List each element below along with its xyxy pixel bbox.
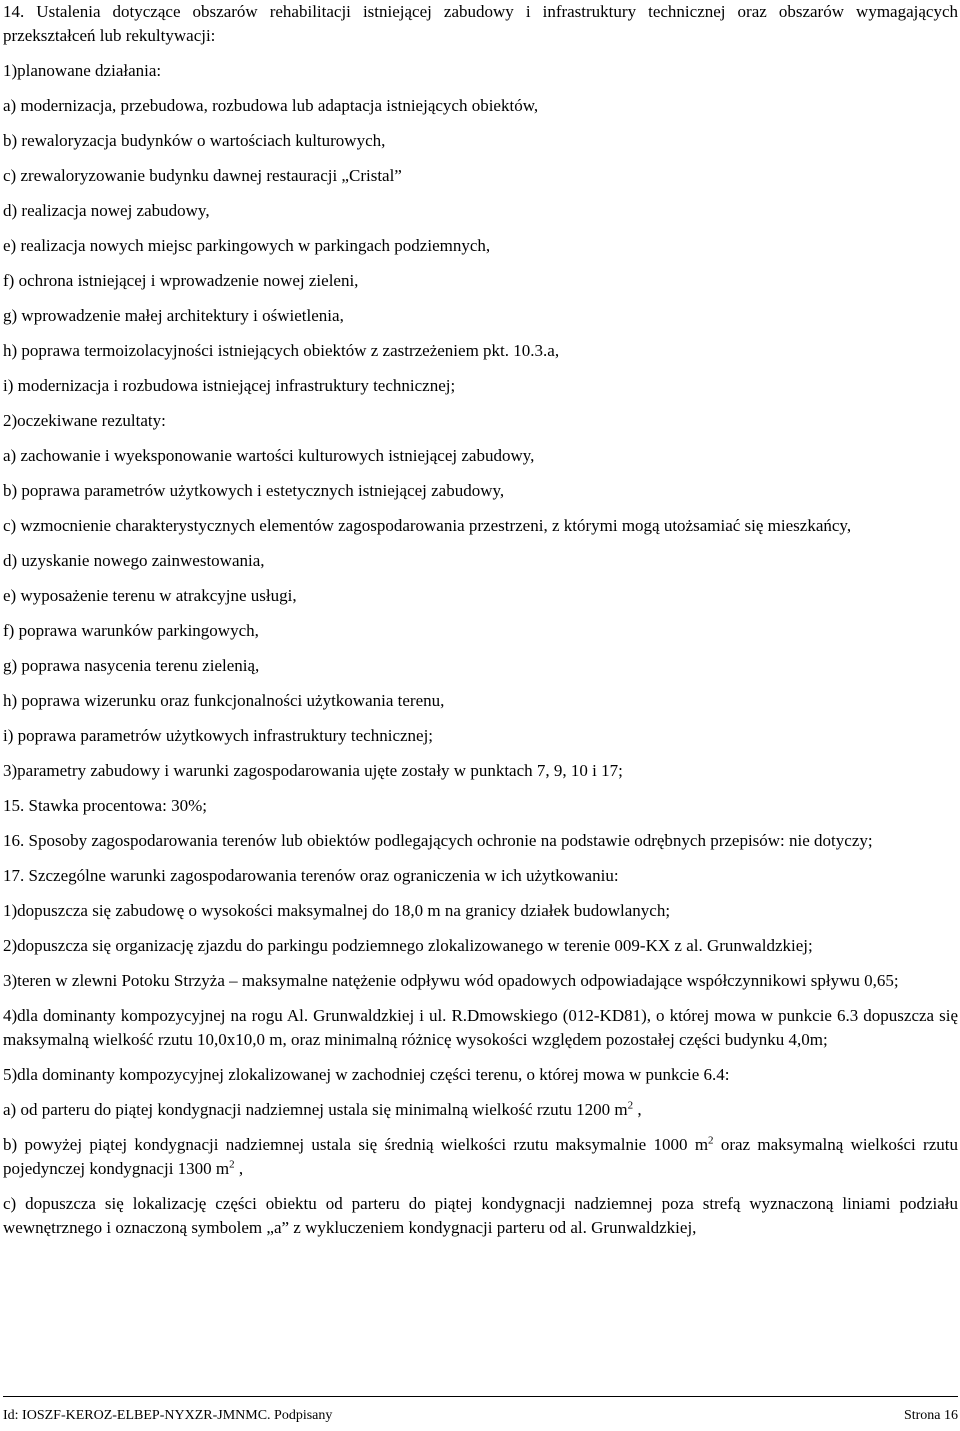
text-run: , xyxy=(234,1159,244,1178)
list-item: c) wzmocnienie charakterystycznych elementów zagospodarowania przestrzeni, z którymi mogą utożsamiać się mieszkańcy, xyxy=(3,516,852,535)
list-item: e) wyposażenie terenu w atrakcyjne usługi, xyxy=(3,586,297,605)
document-body xyxy=(3,0,958,1251)
text-run: , xyxy=(633,1100,642,1119)
list-item: 3)teren w zlewni Potoku Strzyża – maksymalne natężenie odpływu wód opadowych odpowiadające współczynnikowi spływu 0,65; xyxy=(3,971,899,990)
list-item: d) uzyskanie nowego zainwestowania, xyxy=(3,551,265,570)
list-item: 2)oczekiwane rezultaty: xyxy=(3,411,166,430)
list-item: 4)dla dominanty kompozycyjnej na rogu Al. Grunwaldzkiej i ul. R.Dmowskiego (012-KD81), o której mowa w punkcie 6.3 dopuszcza się maksymalną wielkość rzutu 10,0x10,0 m, oraz minimalną różnicę wysokości względem pozostałej części budynku 4,0m; xyxy=(3,1006,958,1049)
list-item: 3)parametry zabudowy i warunki zagospodarowania ujęte zostały w punktach 7, 9, 10 i 17; xyxy=(3,761,623,780)
list-item: d) realizacja nowej zabudowy, xyxy=(3,201,210,220)
list-item: 2)dopuszcza się organizację zjazdu do parkingu podziemnego zlokalizowanego w terenie 009-KX z al. Grunwaldzkiej; xyxy=(3,936,813,955)
list-item: b) rewaloryzacja budynków o wartościach kulturowych, xyxy=(3,131,386,150)
list-item xyxy=(3,1098,958,1122)
list-item: 1)planowane działania: xyxy=(3,61,162,80)
list-item: c) zrewaloryzowanie budynku dawnej restauracji „Cristal” xyxy=(3,166,402,185)
footer-divider xyxy=(3,1396,958,1397)
list-item: h) poprawa wizerunku oraz funkcjonalności użytkowania terenu, xyxy=(3,691,445,710)
list-item: c) dopuszcza się lokalizację części obiektu od parteru do piątej kondygnacji nadziemnej poza strefą wyznaczoną liniami podziału wewnętrznego i oznaczoną symbolem „a” z wykluczeniem kondygnacji parteru od al. Grunwaldzkiej, xyxy=(3,1194,958,1237)
list-item xyxy=(3,1133,958,1181)
section-14-heading: 14. Ustalenia dotyczące obszarów rehabilitacji istniejącej zabudowy i infrastruktury technicznej oraz obszarów wymagających przekształceń lub rekultywacji: xyxy=(3,2,958,45)
list-item: e) realizacja nowych miejsc parkingowych w parkingach podziemnych, xyxy=(3,236,491,255)
text-run: a) od parteru do piątej kondygnacji nadziemnej ustala się minimalną wielkość rzutu 1200 m xyxy=(3,1100,628,1119)
list-item: 1)dopuszcza się zabudowę o wysokości maksymalnej do 18,0 m na granicy działek budowlanych; xyxy=(3,901,671,920)
list-item: i) modernizacja i rozbudowa istniejącej infrastruktury technicznej; xyxy=(3,376,456,395)
list-item: i) poprawa parametrów użytkowych infrastruktury technicznej; xyxy=(3,726,434,745)
list-item: a) modernizacja, przebudowa, rozbudowa lub adaptacja istniejących obiektów, xyxy=(3,96,539,115)
text-run: oraz maksymalną wielkości rzutu pojedynczej kondygnacji 1300 m xyxy=(3,1135,958,1178)
list-item: f) poprawa warunków parkingowych, xyxy=(3,621,259,640)
list-item: f) ochrona istniejącej i wprowadzenie nowej zieleni, xyxy=(3,271,359,290)
section-17-heading: 17. Szczególne warunki zagospodarowania terenów oraz ograniczenia w ich użytkowaniu: xyxy=(3,866,619,885)
document-id: Id: IOSZF-KEROZ-ELBEP-NYXZR-JMNMC. Podpisany xyxy=(3,1408,333,1423)
page-number: Strona 16 xyxy=(903,1408,958,1423)
list-item: 5)dla dominanty kompozycyjnej zlokalizowanej w zachodniej części terenu, o której mowa w punkcie 6.4: xyxy=(3,1065,730,1084)
list-item: a) zachowanie i wyeksponowanie wartości kulturowych istniejącej zabudowy, xyxy=(3,446,535,465)
list-item: g) wprowadzenie małej architektury i oświetlenia, xyxy=(3,306,344,325)
list-item: h) poprawa termoizolacyjności istniejących obiektów z zastrzeżeniem pkt. 10.3.a, xyxy=(3,341,560,360)
section-16-heading: 16. Sposoby zagospodarowania terenów lub obiektów podlegających ochronie na podstawie odrębnych przepisów: nie dotyczy; xyxy=(3,831,873,850)
superscript: 2 xyxy=(229,1158,235,1171)
list-item: g) poprawa nasycenia terenu zielenią, xyxy=(3,656,260,675)
superscript: 2 xyxy=(708,1134,714,1147)
superscript: 2 xyxy=(627,1099,634,1112)
list-item: b) poprawa parametrów użytkowych i estetycznych istniejącej zabudowy, xyxy=(3,481,505,500)
text-run: b) powyżej piątej kondygnacji nadziemnej ustala się średnią wielkości rzutu maksymalnie 1000 m xyxy=(3,1135,709,1154)
section-15-heading: 15. Stawka procentowa: 30%; xyxy=(3,796,207,815)
